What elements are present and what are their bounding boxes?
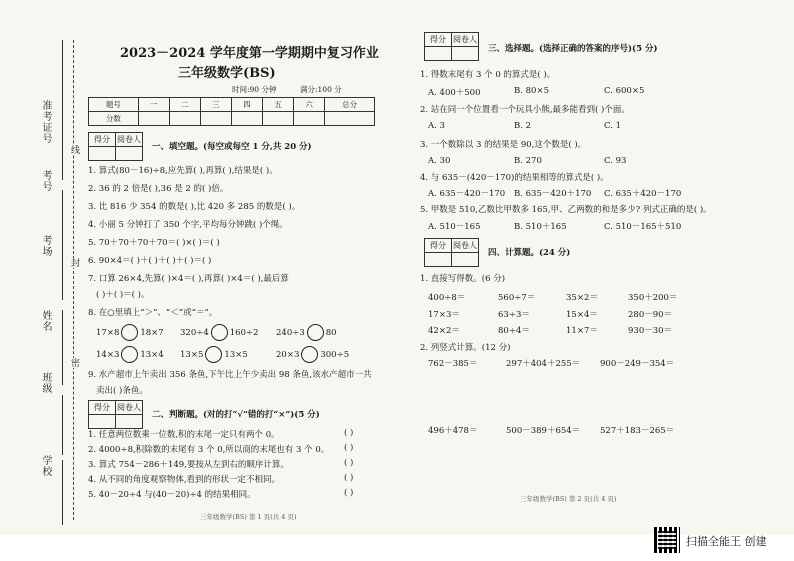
oral-calc-item: 930－30＝ [628,326,673,336]
name-line [62,310,63,385]
grader-score-cell[interactable] [89,415,116,429]
grader-score-label: 得分 [89,401,116,415]
calc-sub1-title: 1. 直接写得数。(6 分) [420,274,506,284]
compare-right: 160÷2 [229,328,259,338]
compare-left: 14×3 [96,350,120,360]
qr-code-icon [654,527,680,553]
vertical-calc-item: 900－249－354＝ [600,359,675,369]
label-name: 姓名 [40,310,51,332]
choice-q4: 4. 与 635－(420－170)的结果相等的算式是( )。 [420,173,609,183]
label-class: 班级 [40,372,51,394]
judge-item-4: 4. 从不同的角度观察物体,看到的形状一定不相同。 [88,475,281,485]
compare-item [276,324,337,341]
judge-item-3: 3. 算式 754－286＋149,要按从左到右的顺序计算。 [88,460,289,470]
exam-time: 时间:90 分钟 [232,85,277,94]
label-exam-number: 准考证号 [40,100,51,144]
judge-item-2: 2. 4000÷8,积除数的末尾有 3 个 0,所以商的末尾也有 3 个 0。 [88,445,330,455]
grader-score-label: 得分 [89,133,116,147]
choice-q3: 3. 一个数除以 3 的结果是 90,这个数是( )。 [420,140,587,150]
compare-left: 20×3 [276,350,300,360]
choice-q5-c[interactable]: C. 510－165＋510 [604,222,682,232]
choice-q1-a[interactable]: A. 400＋500 [428,88,481,98]
oral-calc-item: 280－90＝ [628,310,673,320]
compare-right: 80 [325,328,337,338]
compare-left: 13×5 [180,350,204,360]
choice-q1: 1. 得数末尾有 3 个 0 的算式是( )。 [420,70,556,80]
fill-q1: 1. 算式(80－16)÷8,应先算( ),再算( ),结果是( )。 [88,166,278,176]
choice-q4-c[interactable]: C. 635＋420－170 [604,189,682,199]
grader-box-1 [88,132,143,161]
section-3-title: 三、选择题。(选择正确的答案的序号)(5 分) [488,44,658,54]
judge-answer-2[interactable]: ( ) [344,443,354,453]
oral-calc-item: 42×2＝ [428,326,460,336]
score-cell[interactable] [169,112,200,126]
oral-calc-item: 35×2＝ [566,293,598,303]
choice-q4-a[interactable]: A. 635－420－170 [428,189,506,199]
oral-calc-item: 17×3＝ [428,310,460,320]
seal-dashed-line [73,40,74,520]
score-cell[interactable] [231,112,262,126]
score-head-4: 四 [231,98,262,112]
fill-q6: 6. 90×4＝( )＋( )＋( )＋( )＝( ) [88,256,212,266]
grader-score-label: 得分 [425,239,452,253]
fill-q4: 4. 小丽 5 分钟打了 350 个字,平均每分钟跳( )个绳。 [88,220,288,230]
compare-item [96,346,164,363]
score-table [88,97,375,126]
label-exam-id: 考号 [40,170,51,192]
fill-q3: 3. 比 816 少 354 的数是( ),比 420 多 285 的数是( )。 [88,202,301,212]
grader-score-cell[interactable] [89,147,116,161]
exam-full-score: 满分:100 分 [300,85,342,94]
seal-char-xian: 线 [69,145,79,155]
oral-calc-item: 63÷3＝ [498,310,530,320]
grader-name-cell[interactable] [452,47,479,61]
oral-calc-item: 11×7＝ [566,326,598,336]
label-school: 学校 [40,455,51,477]
compare-item [180,346,248,363]
grader-name-cell[interactable] [116,147,143,161]
compare-item [96,324,164,341]
judge-answer-1[interactable]: ( ) [344,428,354,438]
judge-answer-4[interactable]: ( ) [344,473,354,483]
compare-circle[interactable] [205,346,222,363]
section-2-title: 二、判断题。(对的打“√”错的打“×”)(5 分) [152,410,320,420]
oral-calc-item: 560÷7＝ [498,293,536,303]
judge-answer-3[interactable]: ( ) [344,458,354,468]
grader-name-label: 阅卷人 [116,401,143,415]
section-4-title: 四、计算题。(24 分) [488,248,571,258]
fill-q8: 8. 在○里填上“＞”、“＜”或“＝”。 [88,308,218,318]
footer-left: 三年级数学(BS) 第 1 页(共 4 页) [200,513,297,521]
binding-strip [28,30,78,530]
class-line [62,395,63,455]
score-head-1: 一 [138,98,169,112]
score-cell[interactable] [138,112,169,126]
fill-q9-line2: 卖出( )条鱼。 [96,386,148,396]
grader-name-label: 阅卷人 [116,133,143,147]
compare-left: 320÷4 [180,328,209,338]
grader-name-cell[interactable] [452,253,479,267]
fill-q5: 5. 70＋70＋70＋70＝( )×( )＝( ) [88,238,220,248]
compare-item [276,346,349,363]
vertical-calc-item: 496＋478＝ [428,426,478,436]
score-head-3: 三 [200,98,231,112]
compare-right: 13×4 [140,350,164,360]
score-cell[interactable] [200,112,231,126]
exam-title: 2023－2024 学年度第一学期期中复习作业 [120,46,379,61]
grader-box-2 [88,400,143,429]
choice-q1-b[interactable]: B. 80×5 [514,86,549,96]
score-head-5: 五 [263,98,294,112]
score-head-2: 二 [169,98,200,112]
school-line [62,460,63,525]
vertical-calc-item: 500－389＋654＝ [506,426,581,436]
grader-name-label: 阅卷人 [452,33,479,47]
compare-circle[interactable] [307,324,324,341]
score-cell[interactable] [294,112,325,126]
choice-q2-a[interactable]: A. 3 [428,121,445,131]
compare-circle[interactable] [301,346,318,363]
score-head-label: 题号 [89,98,139,112]
fill-q7-line2: ( )＋( )＝( )。 [96,290,150,300]
exam-number-line [62,40,63,180]
choice-q4-b[interactable]: B. 635－420＋170 [514,189,592,199]
choice-q2-c[interactable]: C. 1 [604,121,622,131]
grader-name-cell[interactable] [116,415,143,429]
score-head-6: 六 [294,98,325,112]
compare-circle[interactable] [121,346,138,363]
label-room: 考场 [40,235,51,257]
grader-score-label: 得分 [425,33,452,47]
seal-char-feng: 封 [69,258,79,268]
grader-box-4 [424,238,479,267]
calc-sub2-title: 2. 列竖式计算。(12 分) [420,343,511,353]
judge-answer-5[interactable]: ( ) [344,488,354,498]
choice-q2: 2. 站在同一个位置看一个玩具小熊,最多能看到( )个面。 [420,105,630,115]
choice-q3-b[interactable]: B. 270 [514,156,542,166]
oral-calc-item: 400÷8＝ [428,293,466,303]
vertical-calc-item: 762－385＝ [428,359,478,369]
fill-q7-line1: 7. 口算 26×4,先算( )×4＝( ),再算( )×4＝( ),最后算 [88,274,289,284]
exam-subtitle: 三年级数学(BS) [178,66,276,81]
choice-q3-a[interactable]: A. 30 [428,156,451,166]
choice-q1-c[interactable]: C. 600×5 [604,86,645,96]
seal-char-mi: 密 [69,358,79,368]
choice-q5-b[interactable]: B. 510＋165 [514,222,567,232]
compare-right: 13×5 [224,350,248,360]
compare-left: 17×8 [96,328,120,338]
compare-right: 300÷5 [320,350,350,360]
vertical-calc-item: 527＋183－265＝ [600,426,675,436]
fill-q9-line1: 9. 水产超市上午卖出 356 条鱼,下午比上午少卖出 98 条鱼,该水产超市一共 [88,370,372,380]
grader-score-cell[interactable] [425,47,452,61]
oral-calc-item: 80÷4＝ [498,326,530,336]
choice-q3-c[interactable]: C. 93 [604,156,627,166]
compare-circle[interactable] [121,324,138,341]
choice-q2-b[interactable]: B. 2 [514,121,532,131]
oral-calc-item: 15×4＝ [566,310,598,320]
grader-name-label: 阅卷人 [452,239,479,253]
score-cell[interactable] [325,112,375,126]
oral-calc-item: 350＋200＝ [628,293,678,303]
room-line [62,190,63,300]
judge-item-5: 5. 40－20÷4 与(40－20)÷4 的结果相同。 [88,490,256,500]
grader-box-3 [424,32,479,61]
compare-right: 18×7 [140,328,164,338]
scanner-watermark: 扫描全能王 创建 [686,535,767,548]
choice-q5: 5. 甲数是 510,乙数比甲数多 165,甲、乙两数的和是多少? 列式正确的是( )。 [420,205,712,215]
compare-item [180,324,259,341]
choice-q5-a[interactable]: A. 510－165 [428,222,481,232]
score-head-total: 总分 [325,98,375,112]
score-row-label: 分数 [89,112,139,126]
vertical-calc-item: 297＋404＋255＝ [506,359,581,369]
section-1-title: 一、填空题。(每空或每空 1 分,共 20 分) [152,142,312,152]
score-cell[interactable] [263,112,294,126]
compare-left: 240÷3 [276,328,305,338]
fill-q2: 2. 36 的 2 倍是( ),36 是 2 的( )倍。 [88,184,229,194]
judge-item-1: 1. 任意两位数乘一位数,积的末尾一定只有两个 0。 [88,430,280,440]
compare-circle[interactable] [211,324,228,341]
footer-right: 三年级数学(BS) 第 2 页(共 4 页) [520,495,617,503]
grader-score-cell[interactable] [425,253,452,267]
